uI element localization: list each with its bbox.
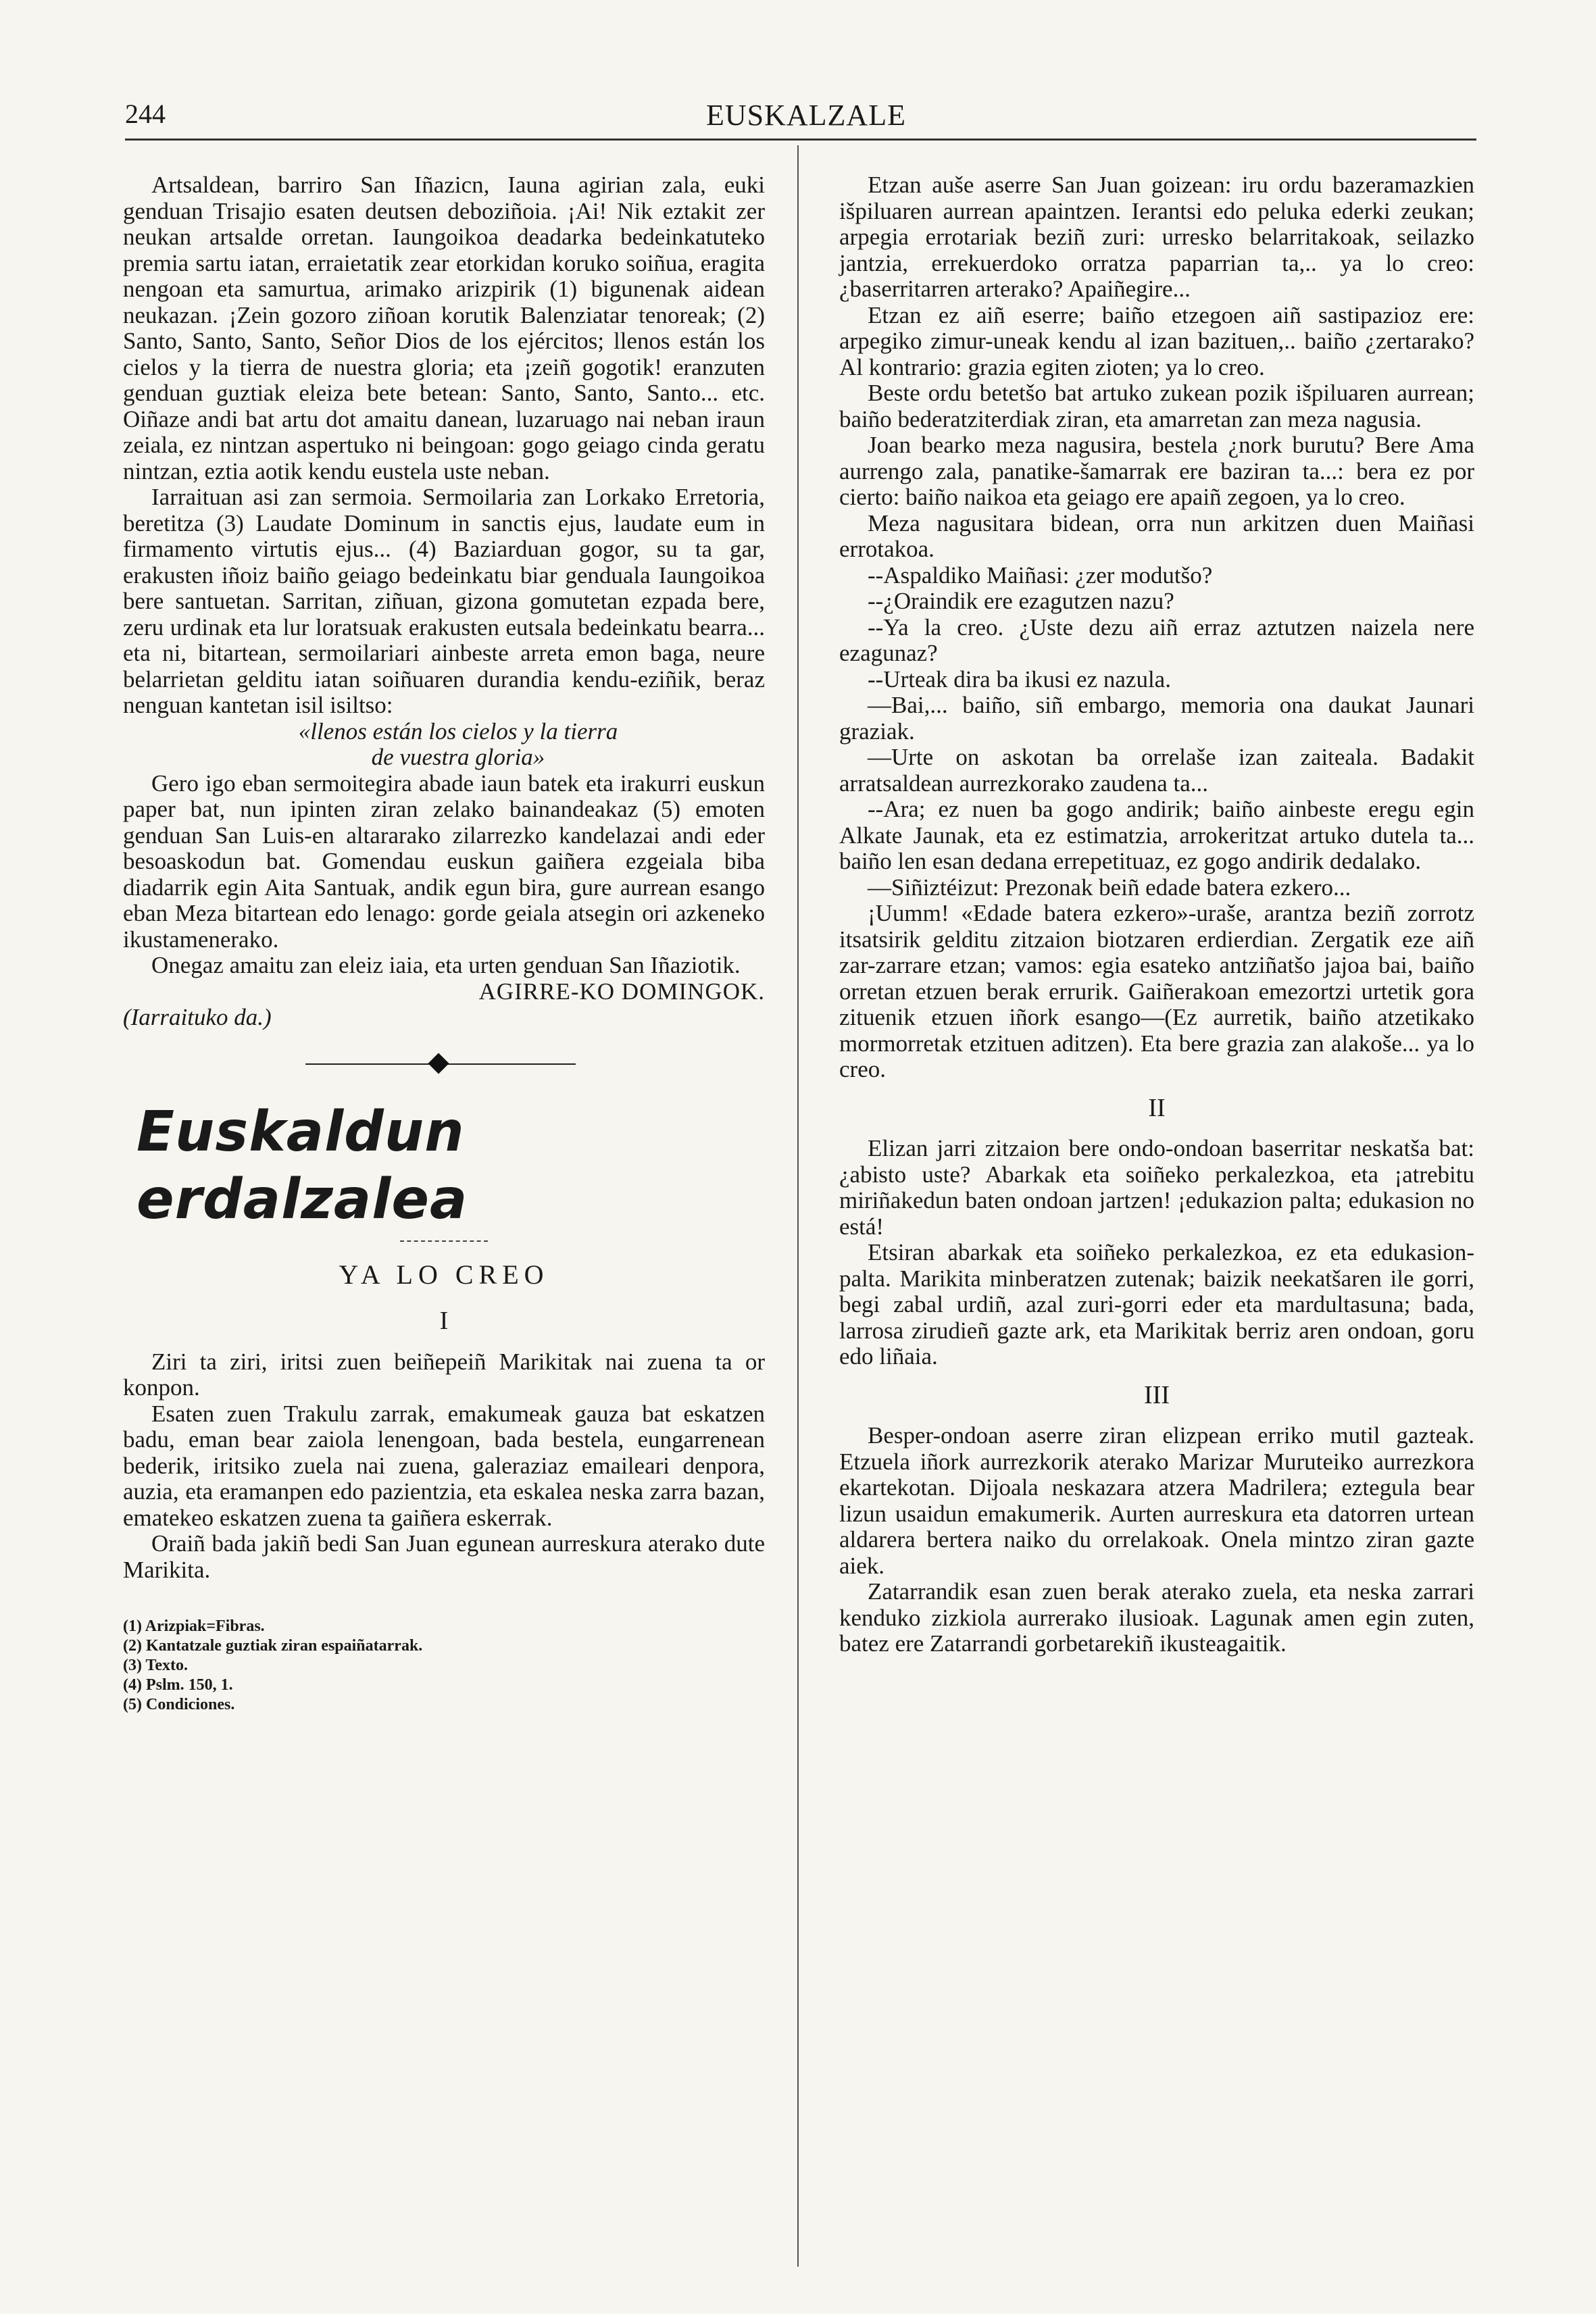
continuation-note: (Iarraituko da.): [123, 1004, 272, 1030]
header-rule: [125, 139, 1476, 141]
footnote: (5) Condiciones.: [123, 1696, 235, 1713]
paragraph: Onegaz amaitu zan eleiz iaia, eta urten genduan San Iñaziotik.: [151, 952, 741, 978]
left-column: [123, 172, 765, 1715]
column-divider: [797, 145, 799, 2267]
paragraph: Artsaldean, barriro San Iñazicn, Iauna agirian zala, euki genduan Trisajio esaten deutsen deboziñoia. ¡Ai! Nik eztakit zer neukan artsalde orretan. Iaungoikoa deadarka bedeinkatuteko premia sartu iatan, erraietatik zear etorkidan koruko soiñua, eragita nengoan eta samurtua, arimako arizpirik (1) bigunenak aidean neukazan. ¡Zein gozoro ziñoan korutik Balenziatar tenoreak; (2) Santo, Santo, Santo, Señor Dios de los ejércitos; llenos están los cielos y la tierra de nuestra gloria; eta ¡zeiñ gogotik! eranzuten genduan guztiak eleiza bete betean: Santo, Santo, Santo... etc. Oiñaze andi bat artu dot amaitu danean, luzaruago nai neban iraun zeiala, ez nintzan aspertuko ni beingoan: gogo geiago cinda geratu nintzan, eztia aotik kendu eustela uste neban.: [123, 172, 765, 484]
dialogue-line: —Bai,... baiño, siñ embargo, memoria ona daukat Jaunari graziak.: [839, 692, 1474, 745]
footnote: (4) Pslm. 150, 1.: [123, 1676, 233, 1694]
dialogue-line: --Ara; ez nuen ba gogo andirik; baiño ainbeste eregu egin Alkate Jaunak, eta ez estimatzia, arrokeritzat artuko dutela ta... baiño len esan dedana errepetituaz, ez gogo andirik dedalako.: [839, 796, 1474, 874]
footnote: (2) Kantatzale guztiak ziran espaiñatarrak.: [123, 1637, 423, 1655]
section-ornament: [123, 1045, 765, 1085]
paragraph: Beste ordu betetšo bat artuko zukean pozik išpiluaren aurrean; baiño bederatziterdiak ziran, eta amarretan zan meza nagusia.: [839, 380, 1474, 432]
footnote: (3) Texto.: [123, 1657, 188, 1674]
section-number: I: [439, 1307, 449, 1335]
dialogue-line: --Ya la creo. ¿Uste dezu aiñ erraz aztutzen naizela nere ezagunaz?: [839, 613, 1474, 666]
verse-line: «llenos están los cielos y la tierra: [298, 718, 618, 745]
dialogue-line: —Siñiztéizut: Prezonak beiñ edade batera ezkero...: [868, 874, 1351, 901]
footnotes: [123, 1617, 765, 1715]
page-number: 244: [125, 99, 166, 129]
ornament-diamond: [428, 1053, 449, 1074]
article-title: Euskaldun erdalzalea: [136, 1099, 468, 1232]
section-number: III: [1144, 1380, 1170, 1409]
paragraph: Zatarrandik esan zuen berak aterako zuela, eta neska zarrari kenduko zizkiola aurrerako ilusioak. Lagunak amen egin zuten, batez ere Zatarrandi gorbetarekiñ ikusteagaitik.: [839, 1578, 1474, 1657]
paragraph: Esaten zuen Trakulu zarrak, emakumeak gauza bat eskatzen badu, eman bear zaiola lenengoan, bada bestela, eungarrenean bederik, iritsiko zuela nai zuena, galeraziaz emaileari denpora, auzia, eta eramanpen edo pazientzia, eta eskalea neska zarra bazan, ematekeo eskatzen zuena ta gaiñera eskerrak.: [123, 1400, 765, 1531]
dialogue-line: --Urteak dira ba ikusi ez nazula.: [868, 665, 1171, 693]
paragraph: Ziri ta ziri, iritsi zuen beiñepeiñ Marikitak nai zuena ta or konpon.: [123, 1348, 765, 1401]
paragraph: Meza nagusitara bidean, orra nun arkitzen duen Maiñasi errotakoa.: [839, 509, 1474, 562]
author-signature: AGIRRE-KO DOMINGOK.: [478, 978, 765, 1005]
section-number: II: [1148, 1093, 1166, 1122]
paragraph: Etzan auše aserre San Juan goizean: iru ordu bazeramazkien išpiluaren aurrean apaintzen. Ierantsi edo peluka ederki zeukan; arpegia errotariak beziñ zuri: urresko belarritakoak, seilazko jantzia, errekuerdoko orratza paparrian ta,.. ya lo creo: ¿baserritarren arterako? Apaiñegire...: [839, 172, 1474, 302]
footnote: (1) Arizpiak=Fibras.: [123, 1617, 265, 1635]
paragraph: ¡Uumm! «Edade batera ezkero»-uraše, arantza beziñ zorrotz itsatsirik gelditu zitzaion biotzaren erdierdian. Zergatik eze aiñ zar-zarrare etzan; vamos: egia esateko antziñatšo jajoa bai, baiño orretan etzuen berak errurik. Gaiñerakoan emezortzi urtetik gora zituenik etzuen iñork esango—(Ez aurretik, baiño atzetikako mormorretak etzituen aditzen). Eta bere grazia zan alakoše... ya lo creo.: [839, 900, 1474, 1082]
article-subtitle: YA LO CREO: [339, 1259, 549, 1290]
paragraph: Joan bearko meza nagusira, bestela ¿nork burutu? Bere Ama aurrengo zala, panatike-šamarrak ere baziran ta...: bera ez por cierto: baiño naikoa eta geiago ere apaiñ zegoen, ya lo creo.: [839, 432, 1474, 510]
right-column: [839, 172, 1474, 1657]
dialogue-line: --¿Oraindik ere ezagutzen nazu?: [868, 588, 1174, 614]
paragraph: Etzan ez aiñ eserre; baiño etzegoen aiñ sastipazioz ere: arpegiko zimur-uneak kendu al izan bazituen,.. baiño ¿zertarako? Al kontrario: grazia egiten zioten; ya lo creo.: [839, 301, 1474, 380]
running-title: EUSKALZALE: [706, 99, 906, 132]
dialogue-line: —Urte on askotan ba orrelaše izan zaiteala. Badakit arratsaldean aurrezkorako zaudena ta...: [839, 744, 1474, 797]
paragraph: Iarraituan asi zan sermoia. Sermoilaria zan Lorkako Erretoria, beretitza (3) Laudate Dominum in sanctis ejus, laudate eum in firmamento virtutis ejus... (4) Baziarduan gogor, su ta gar, erakusten iñoiz baiño geiago bedeinkatu biar genduala Iaungoikoa bere santuetan. Sarritan, ziñuan, gizona gomutetan ezpada bere, zeru urdinak eta lur loratsuak erakusten eutsala bedeinkatu bearra... eta ni, bitartean, sermoilariari ainbeste arreta emon baga, neure belarrietan gelditu iatan soiñuaren durandia kendu-eziñik, beraz nenguan kantetan isil isiltso:: [123, 484, 765, 718]
dialogue-line: --Aspaldiko Maiñasi: ¿zer modutšo?: [868, 561, 1213, 588]
paragraph: Besper-ondoan aserre ziran elizpean erriko mutil gazteak. Etzuela iñork aurrezkorik aterako Marizar Muruteiko aurrezkora ekartekotan. Dijoala neskazara atzera Madrilera; eztegula bear lizun usaidun emakumerik. Aurten aurreskura eta datorren urtean aldarera bertera naiko du orrelakoak. Onela mintzo ziran gazte aiek.: [839, 1422, 1474, 1579]
paragraph: Etsiran abarkak eta soiñeko perkalezkoa, ez eta edukasion-palta. Marikita minberatzen zutenak; baizik neekatšaren ile gorri, begi zabal urdiñ, azal zuri-gorri eder eta mardultasuna; bada, larrosa zirudieñ gazte ark, eta Marikitak berriz aren ondoan, goru edo liñaia.: [839, 1239, 1474, 1369]
page-header: [125, 98, 1476, 139]
title-rule: [400, 1240, 488, 1242]
paragraph: Oraiñ bada jakiñ bedi San Juan egunean aurreskura aterako dute Marikita.: [123, 1530, 765, 1583]
paragraph: Gero igo eban sermoitegira abade iaun batek eta irakurri euskun paper bat, nun ipinten ziran zelako bainandeakaz (5) emoten genduan San Luis-en altararako zilarrezko kandelazai andi eder besoaskodun bat. Gomendau euskun gaiñera ezgeiala biba diadarrik egin Aita Santuak, andik egun bira, gure aurrean esango eban Meza bitartean edo lenago: gorde geiala atsegin ori azkeneko ikustamenerako.: [123, 770, 765, 953]
verse-line: de vuestra gloria»: [371, 744, 545, 770]
paragraph: Elizan jarri zitzaion bere ondo-ondoan baserritar neskatša bat: ¿abisto uste? Abarkak eta soiñeko perkalezkoa, eta ¡atrebitu miriñakedun baten ondoan jartzen! ¡edukazion palta; edukasion no está!: [839, 1135, 1474, 1240]
